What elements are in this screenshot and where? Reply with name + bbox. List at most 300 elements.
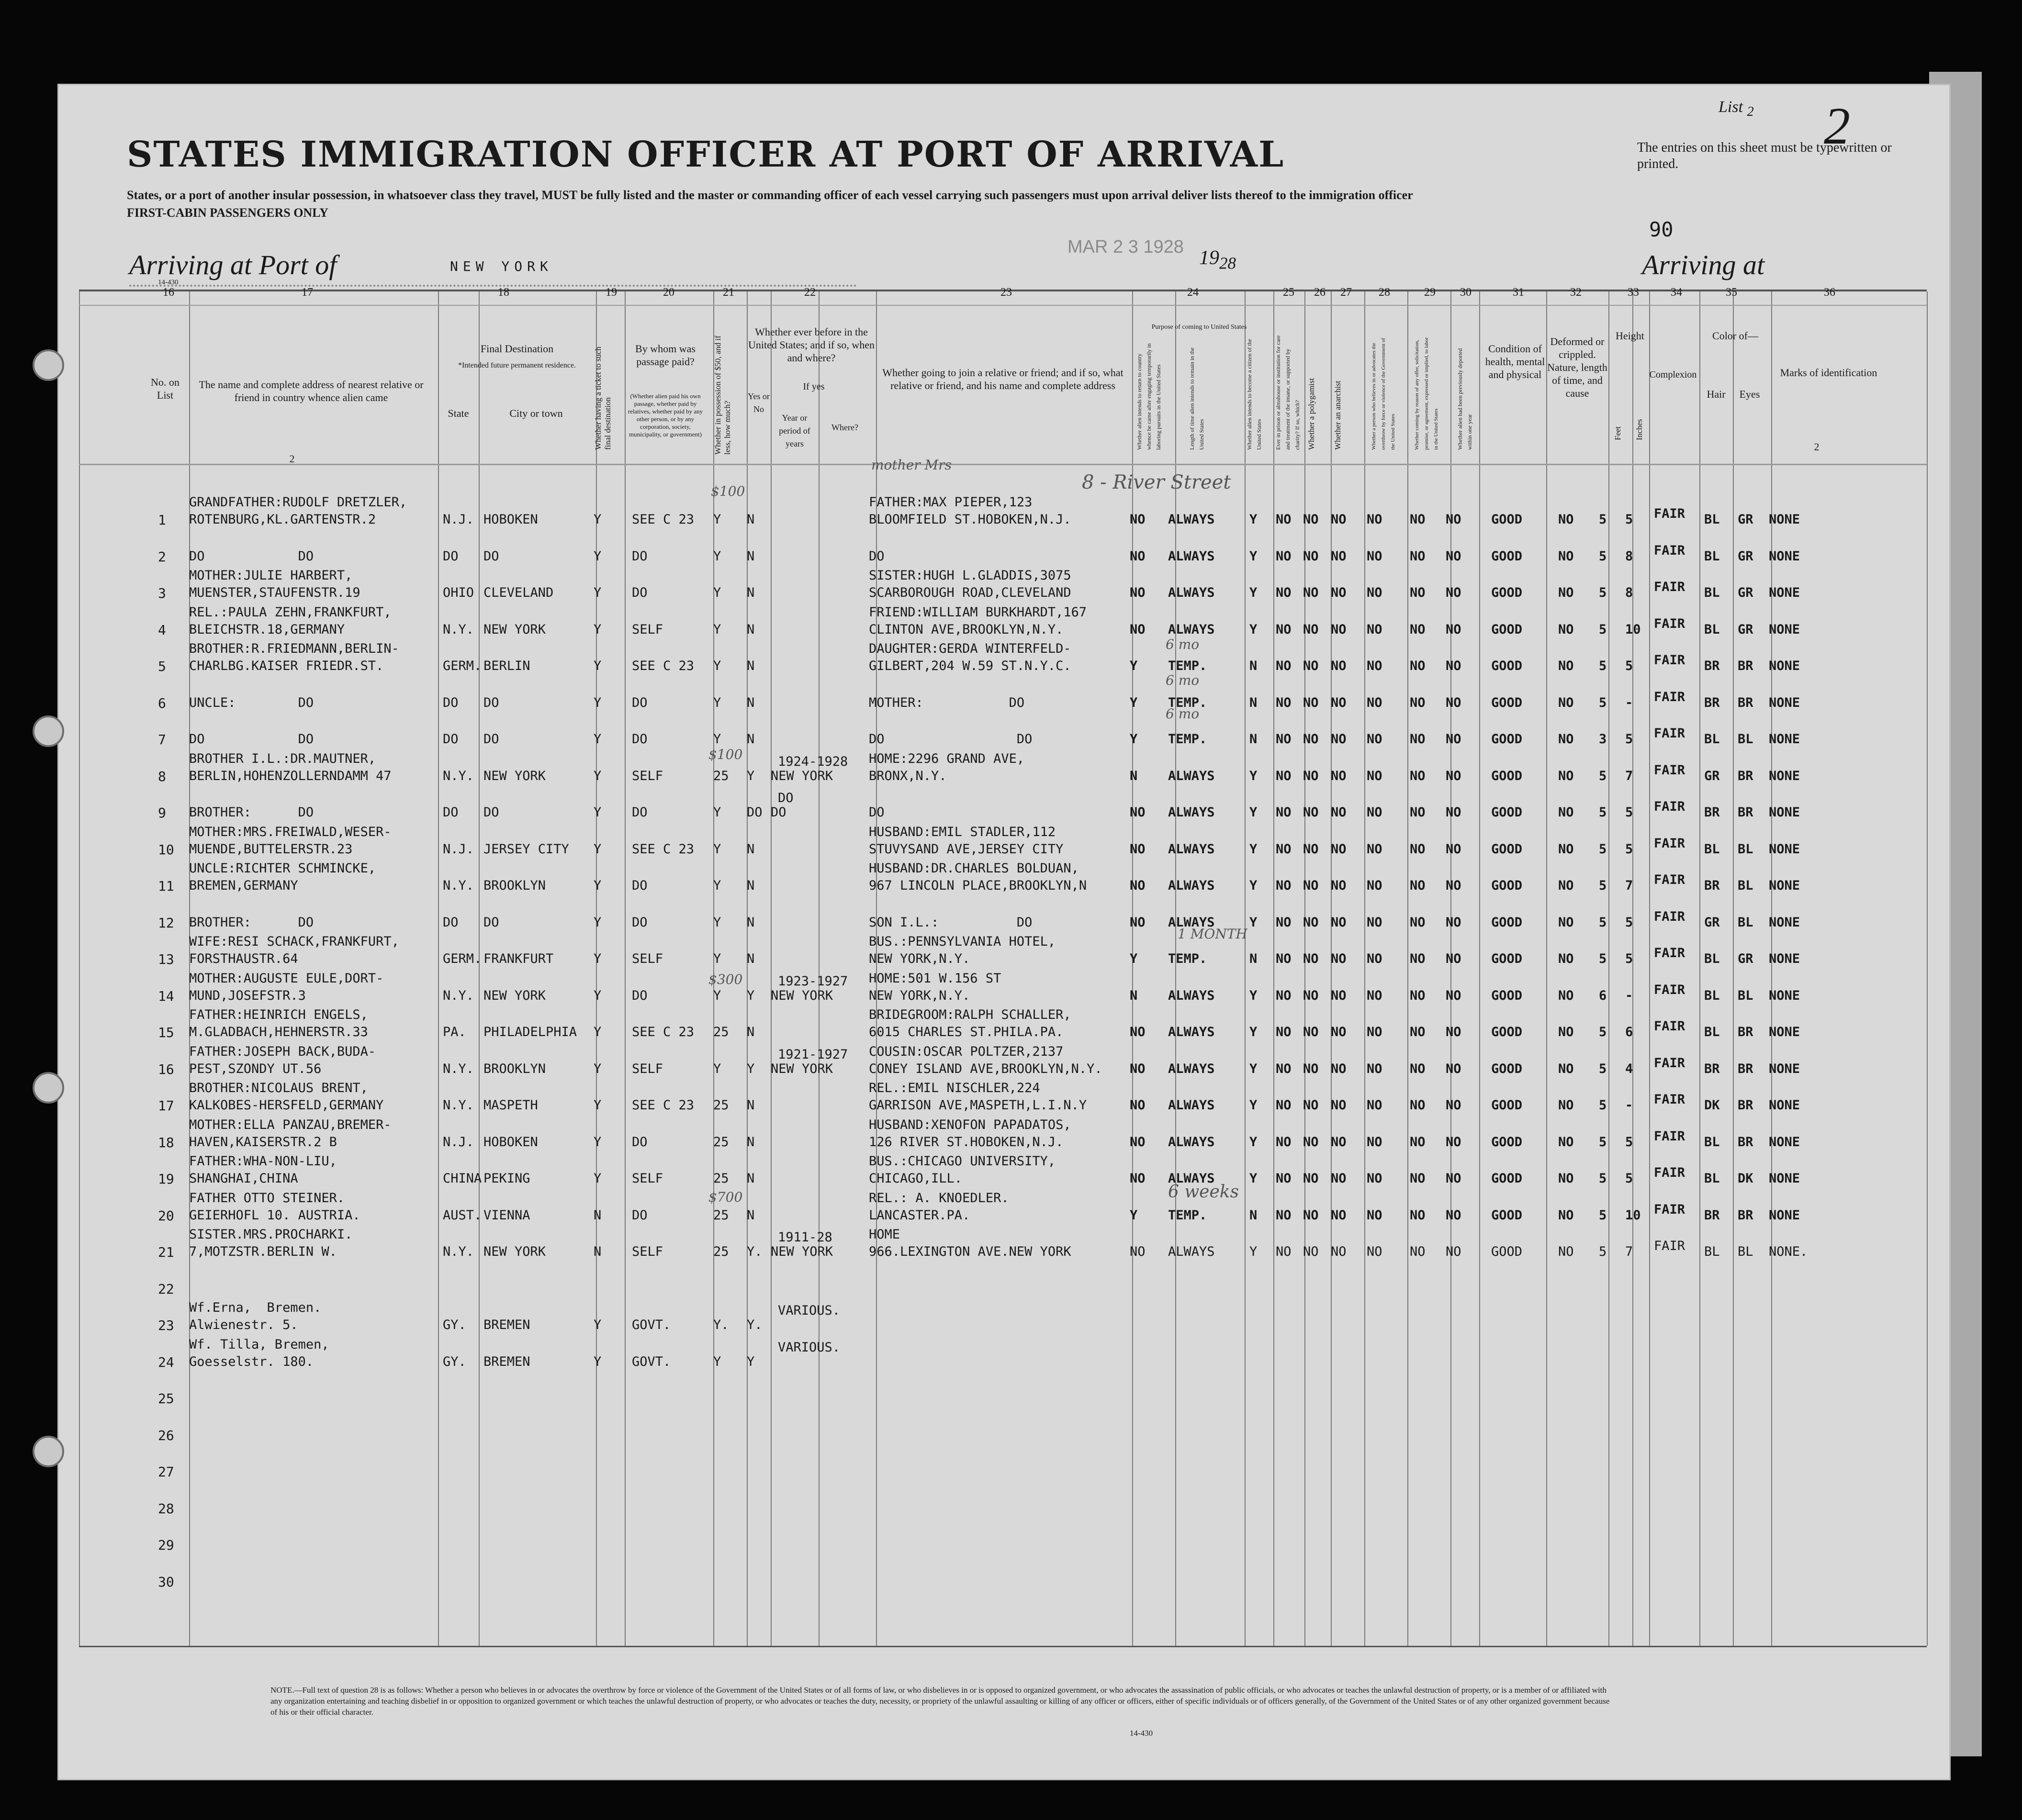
cell-c29: NO bbox=[1410, 805, 1426, 820]
cell-c25: NO bbox=[1276, 1134, 1292, 1150]
cell-join2: DO DO bbox=[869, 732, 1033, 747]
cell-c27: NO bbox=[1331, 768, 1347, 783]
cell-c26: NO bbox=[1303, 951, 1319, 966]
cell-ft: 5 bbox=[1599, 1098, 1607, 1113]
column-number: 16 bbox=[163, 286, 174, 299]
cell-join1: SISTER:HUGH L.GLADDIS,3075 bbox=[869, 568, 1071, 583]
cell-c30: NO bbox=[1446, 659, 1461, 673]
cell-c27: NO bbox=[1331, 622, 1347, 637]
cell-before: N bbox=[747, 732, 755, 747]
cell-ft: 5 bbox=[1599, 1061, 1607, 1076]
cell-marks: NONE bbox=[1769, 1061, 1800, 1076]
handwritten-money-14: $300 bbox=[708, 971, 743, 987]
cell-before: N bbox=[747, 915, 755, 930]
cell-cit: Y bbox=[1249, 878, 1258, 893]
cell-where: NEW YORK bbox=[771, 988, 833, 1003]
row-number: 7 bbox=[158, 732, 166, 748]
cell-join2: NEW YORK,N.Y. bbox=[869, 951, 970, 966]
cell-marks: NONE bbox=[1769, 1025, 1800, 1039]
cell-state: OHIO bbox=[443, 585, 474, 600]
col-year: Year or period of years bbox=[779, 413, 810, 448]
cell-deformed: NO bbox=[1558, 732, 1574, 747]
cell-c27: NO bbox=[1331, 1098, 1347, 1113]
cell-join2: CLINTON AVE,BROOKLYN,N.Y. bbox=[869, 622, 1064, 637]
cell-hair: BR bbox=[1704, 695, 1720, 710]
cell-rel1: FATHER:JOSEPH BACK,BUDA- bbox=[189, 1044, 376, 1059]
cell-join2: GARRISON AVE,MASPETH,L.I.N.Y bbox=[869, 1098, 1087, 1113]
cell-deformed: NO bbox=[1558, 988, 1574, 1003]
cell-rel1: FATHER OTTO STEINER. bbox=[189, 1190, 345, 1206]
cell-ticket: Y bbox=[594, 548, 602, 564]
cell-state: N.Y. bbox=[443, 1098, 474, 1113]
row-number: 1 bbox=[158, 512, 166, 528]
cell-city: DO bbox=[483, 805, 499, 820]
cell-compl: FAIR bbox=[1654, 580, 1685, 594]
cell-money: Y bbox=[713, 841, 721, 857]
cell-rel1: MOTHER:MRS.FREIWALD,WESER- bbox=[189, 824, 392, 839]
cell-marks: NONE bbox=[1769, 585, 1800, 600]
col-join-relative: Whether going to join a relative or friend; and if so, what relative or friend, and his name and complete address bbox=[882, 367, 1123, 391]
cell-health: GOOD bbox=[1491, 1025, 1523, 1039]
cell-ft: 6 bbox=[1599, 988, 1607, 1003]
date-stamp: MAR 2 3 1928 bbox=[1067, 237, 1184, 257]
cell-rel2: FORSTHAUSTR.64 bbox=[189, 951, 298, 966]
cell-money: Y bbox=[713, 659, 721, 673]
cell-marks: NONE bbox=[1769, 915, 1800, 930]
column-number: 27 bbox=[1340, 286, 1352, 299]
cell-marks: NONE bbox=[1769, 878, 1800, 893]
cell-cit: Y bbox=[1249, 768, 1258, 783]
cell-join2: CHICAGO,ILL. bbox=[869, 1171, 963, 1186]
row-number: 12 bbox=[158, 915, 174, 931]
cell-money: Y bbox=[713, 732, 721, 747]
cell-rel2: 7,MOTZSTR.BERLIN W. bbox=[189, 1244, 337, 1259]
cell-rel2: BLEICHSTR.18,GERMANY bbox=[189, 622, 345, 637]
column-number: 32 bbox=[1570, 286, 1582, 299]
cell-c30: NO bbox=[1446, 878, 1461, 893]
row-number: 11 bbox=[158, 878, 174, 894]
row-number: 21 bbox=[158, 1244, 174, 1260]
cell-where: NEW YORK bbox=[771, 1061, 833, 1076]
cell-c28: NO bbox=[1367, 1207, 1382, 1223]
cell-in: 5 bbox=[1625, 915, 1633, 930]
cell-c25: NO bbox=[1276, 915, 1292, 930]
cell-paid: DO bbox=[632, 1207, 648, 1223]
cell-deformed: NO bbox=[1558, 1244, 1574, 1259]
cell-money: Y bbox=[713, 585, 721, 600]
cell-eyes: BR bbox=[1738, 1098, 1753, 1113]
cell-money: Y bbox=[713, 512, 721, 527]
col-deformed: Deformed or crippled. Nature, length of time, and cause bbox=[1547, 335, 1607, 399]
cell-ft: 3 bbox=[1599, 732, 1607, 747]
cell-deformed: NO bbox=[1558, 841, 1574, 857]
cell-len: ALWAYS bbox=[1168, 1061, 1215, 1076]
cell-ticket: Y bbox=[594, 1134, 602, 1150]
col-marks: Marks of identification bbox=[1780, 367, 1877, 379]
col-no-on-list: No. on List bbox=[151, 376, 180, 401]
cell-in: 5 bbox=[1625, 1134, 1633, 1150]
cell-city: DO bbox=[483, 695, 499, 710]
cell-len: TEMP. bbox=[1168, 1207, 1207, 1223]
cell-health: GOOD bbox=[1491, 1171, 1523, 1186]
handwritten-time-7: 6 mo bbox=[1166, 706, 1200, 722]
arriving-label: Arriving at Port of bbox=[129, 249, 337, 280]
cell-ticket: Y bbox=[594, 915, 602, 930]
cell-health: GOOD bbox=[1491, 768, 1523, 783]
row-number: 26 bbox=[158, 1427, 174, 1443]
cell-city: BREMEN bbox=[483, 1318, 530, 1332]
cell-year: DO bbox=[778, 791, 794, 805]
row-number: 28 bbox=[158, 1500, 174, 1517]
cell-c26: NO bbox=[1303, 622, 1319, 637]
col-purpose-citizen: Whether alien intends to become a citizen of the United States bbox=[1246, 339, 1262, 450]
cell-join1: COUSIN:OSCAR POLTZER,2137 bbox=[869, 1044, 1064, 1059]
cell-c29: NO bbox=[1410, 841, 1426, 857]
cell-c30: NO bbox=[1446, 548, 1461, 564]
cell-compl: FAIR bbox=[1654, 909, 1685, 924]
cell-hair: BL bbox=[1704, 1134, 1720, 1150]
cell-join2: DO bbox=[869, 548, 885, 564]
cell-in: 7 bbox=[1625, 878, 1633, 893]
cell-ret: NO bbox=[1130, 1025, 1146, 1039]
cell-c25: NO bbox=[1276, 805, 1292, 820]
row-number: 2 bbox=[158, 548, 166, 565]
cell-len: ALWAYS bbox=[1168, 988, 1215, 1003]
cell-rel2: BROTHER: DO bbox=[189, 805, 314, 820]
cell-rel1: Wf.Erna, Bremen. bbox=[189, 1300, 322, 1315]
cell-state: N.Y. bbox=[443, 1244, 474, 1259]
cell-compl: FAIR bbox=[1654, 506, 1685, 521]
row-number: 8 bbox=[158, 768, 166, 784]
cell-health: GOOD bbox=[1491, 512, 1523, 527]
cell-deformed: NO bbox=[1558, 1207, 1574, 1223]
cell-ticket: Y bbox=[594, 659, 602, 673]
cell-c25: NO bbox=[1276, 1098, 1292, 1113]
cell-paid: SELF bbox=[632, 622, 663, 637]
column-number: 23 bbox=[1000, 286, 1012, 299]
cell-hair: BL bbox=[1704, 732, 1720, 747]
col-where: Where? bbox=[831, 423, 858, 432]
binder-hole bbox=[33, 1072, 64, 1104]
col-if-yes: If yes bbox=[803, 381, 825, 392]
cell-join1: BUS.:PENNSYLVANIA HOTEL, bbox=[869, 934, 1056, 949]
cell-join2: CONEY ISLAND AVE,BROOKLYN,N.Y. bbox=[869, 1061, 1102, 1076]
cell-in: 5 bbox=[1625, 805, 1633, 820]
cell-c26: NO bbox=[1303, 512, 1319, 527]
cell-money: 25 bbox=[713, 768, 729, 783]
cell-c28: NO bbox=[1367, 988, 1382, 1003]
cell-compl: FAIR bbox=[1654, 543, 1685, 558]
cell-len: ALWAYS bbox=[1168, 878, 1215, 893]
cell-join1: BUS.:CHICAGO UNIVERSITY, bbox=[869, 1154, 1056, 1169]
cell-paid: GOVT. bbox=[632, 1354, 671, 1369]
cell-ret: NO bbox=[1130, 1244, 1146, 1259]
cell-c30: NO bbox=[1446, 1061, 1461, 1076]
cell-health: GOOD bbox=[1491, 805, 1523, 820]
cell-cit: Y bbox=[1249, 805, 1258, 820]
cell-c26: NO bbox=[1303, 1207, 1319, 1223]
cell-money: Y bbox=[713, 805, 721, 820]
column-number: 21 bbox=[723, 286, 734, 299]
cell-before: N bbox=[747, 659, 755, 673]
cell-year: VARIOUS. bbox=[778, 1303, 841, 1318]
cell-c29: NO bbox=[1410, 622, 1426, 637]
cell-eyes: GR bbox=[1738, 585, 1753, 600]
cell-cit: Y bbox=[1249, 1134, 1258, 1150]
cell-cit: Y bbox=[1249, 1244, 1258, 1259]
cell-hair: BR bbox=[1704, 659, 1720, 673]
cell-before: Y. bbox=[747, 1244, 763, 1259]
cell-health: GOOD bbox=[1491, 1134, 1523, 1150]
cell-c28: NO bbox=[1367, 732, 1382, 747]
cell-marks: NONE bbox=[1769, 1207, 1800, 1223]
cell-paid: DO bbox=[632, 1134, 648, 1150]
row-number: 3 bbox=[158, 585, 166, 601]
cell-before: Y bbox=[747, 1354, 755, 1369]
binder-hole bbox=[33, 349, 64, 381]
cell-rel2: CHARLBG.KAISER FRIEDR.ST. bbox=[189, 659, 384, 673]
cell-join2: BRONX,N.Y. bbox=[869, 768, 947, 783]
cell-compl: FAIR bbox=[1654, 726, 1685, 741]
cell-ret: NO bbox=[1130, 1171, 1146, 1186]
cell-city: HOBOKEN bbox=[483, 1134, 538, 1150]
cell-before: Y bbox=[747, 768, 755, 783]
row-number: 24 bbox=[158, 1354, 174, 1370]
cell-marks: NONE bbox=[1769, 1098, 1800, 1113]
row-number: 27 bbox=[158, 1464, 174, 1480]
col-q28: Whether a person who believes in or advocates the overthrow by force or violence of the Government of the United States bbox=[1371, 338, 1396, 450]
cell-c30: NO bbox=[1446, 1025, 1461, 1039]
cell-paid: DO bbox=[632, 805, 648, 820]
cell-in: 5 bbox=[1625, 1171, 1633, 1186]
cell-state: CHINA bbox=[443, 1171, 482, 1186]
cell-eyes: BR bbox=[1738, 1025, 1753, 1039]
cell-ticket: Y bbox=[594, 1025, 602, 1039]
cell-money: Y. bbox=[713, 1318, 729, 1332]
cell-before: N bbox=[747, 1134, 755, 1150]
cell-rel2: MUENDE,BUTTELERSTR.23 bbox=[189, 841, 353, 857]
cell-c30: NO bbox=[1446, 951, 1461, 966]
cell-health: GOOD bbox=[1491, 1098, 1523, 1113]
col-relative-sub: 2 bbox=[289, 453, 295, 465]
cell-deformed: NO bbox=[1558, 915, 1574, 930]
column-number: 22 bbox=[804, 286, 816, 299]
cell-rel1: BROTHER:NICOLAUS BRENT, bbox=[189, 1081, 368, 1095]
cell-paid: DO bbox=[632, 548, 648, 564]
cell-city: FRANKFURT bbox=[483, 951, 554, 966]
cell-ret: N bbox=[1130, 768, 1138, 783]
cell-ticket: Y bbox=[594, 1098, 602, 1113]
row-number: 20 bbox=[158, 1207, 174, 1224]
cell-in: 4 bbox=[1625, 1061, 1633, 1076]
cell-cit: N bbox=[1249, 951, 1258, 966]
cell-eyes: GR bbox=[1738, 512, 1753, 527]
cell-rel1: SISTER.MRS.PROCHARKI. bbox=[189, 1227, 353, 1242]
cell-hair: BL bbox=[1704, 585, 1720, 600]
cell-ret: Y bbox=[1130, 1207, 1138, 1223]
cell-marks: NONE bbox=[1769, 951, 1800, 966]
row-number: 22 bbox=[158, 1281, 174, 1297]
cell-c30: NO bbox=[1446, 695, 1461, 710]
cell-health: GOOD bbox=[1491, 951, 1523, 966]
cell-city: BROOKLYN bbox=[483, 878, 546, 893]
cell-rel2: MUENSTER,STAUFENSTR.19 bbox=[189, 585, 360, 600]
column-number: 30 bbox=[1460, 286, 1472, 299]
cell-c25: NO bbox=[1276, 1171, 1292, 1186]
handwritten-money-20: $700 bbox=[708, 1189, 743, 1205]
cell-ft: 5 bbox=[1599, 585, 1607, 600]
list-number: 2 bbox=[1824, 97, 1850, 155]
cell-c26: NO bbox=[1303, 585, 1319, 600]
cell-c25: NO bbox=[1276, 585, 1292, 600]
cell-c27: NO bbox=[1331, 1025, 1347, 1039]
binder-hole bbox=[33, 1436, 64, 1467]
cell-paid: SELF bbox=[632, 951, 663, 966]
cell-ft: 5 bbox=[1599, 1207, 1607, 1223]
col-health: Condition of health, mental and physical bbox=[1485, 343, 1545, 380]
cell-rel1: FATHER:HEINRICH ENGELS, bbox=[189, 1007, 368, 1022]
column-number: 33 bbox=[1628, 286, 1639, 299]
cell-ret: Y bbox=[1130, 659, 1138, 673]
cell-ret: NO bbox=[1130, 805, 1146, 820]
cell-len: ALWAYS bbox=[1168, 841, 1215, 857]
cell-rel2: SHANGHAI,CHINA bbox=[189, 1171, 298, 1186]
cell-ticket: Y bbox=[594, 732, 602, 747]
cell-c30: NO bbox=[1446, 841, 1461, 857]
cell-in: 5 bbox=[1625, 951, 1633, 966]
cell-c28: NO bbox=[1367, 512, 1382, 527]
cell-eyes: BL bbox=[1738, 732, 1753, 747]
cell-compl: FAIR bbox=[1654, 799, 1685, 814]
cell-hair: BL bbox=[1704, 622, 1720, 637]
cell-ticket: Y bbox=[594, 1354, 602, 1369]
cell-rel2: KALKOBES-HERSFELD,GERMANY bbox=[189, 1098, 384, 1113]
cell-c30: NO bbox=[1446, 512, 1461, 527]
cell-len: ALWAYS bbox=[1168, 805, 1215, 820]
cell-before: N bbox=[747, 1207, 755, 1223]
cell-cit: N bbox=[1249, 695, 1258, 710]
cell-deformed: NO bbox=[1558, 1061, 1574, 1076]
cell-c30: NO bbox=[1446, 732, 1461, 747]
handwritten-money-8: $100 bbox=[708, 747, 743, 762]
cell-ticket: N bbox=[594, 1244, 602, 1259]
list-label: List $_2$ bbox=[1719, 98, 1754, 119]
cell-money: Y bbox=[713, 878, 721, 893]
cell-c29: NO bbox=[1410, 585, 1426, 600]
column-number: 28 bbox=[1379, 286, 1390, 299]
cell-eyes: BR bbox=[1738, 805, 1753, 820]
cell-deformed: NO bbox=[1558, 1025, 1574, 1039]
cell-before: N bbox=[747, 1098, 755, 1113]
cell-before: N bbox=[747, 1171, 755, 1186]
col-polygamist: Whether a polygamist bbox=[1307, 378, 1316, 450]
cell-hair: BL bbox=[1704, 988, 1720, 1003]
cell-city: CLEVELAND bbox=[483, 585, 554, 600]
cell-ret: NO bbox=[1130, 841, 1146, 857]
col-eyes: Eyes bbox=[1739, 388, 1760, 400]
cell-hair: BL bbox=[1704, 951, 1720, 966]
cell-len: ALWAYS bbox=[1168, 1134, 1215, 1150]
cell-ticket: N bbox=[594, 1207, 602, 1223]
handwritten-time-6: 6 mo bbox=[1166, 672, 1200, 688]
cell-eyes: BL bbox=[1738, 1244, 1753, 1259]
page-number-90: 90 bbox=[1649, 218, 1674, 241]
row-number: 15 bbox=[158, 1025, 174, 1040]
cell-city: BREMEN bbox=[483, 1354, 530, 1369]
cell-ret: NO bbox=[1130, 1098, 1146, 1113]
cell-c30: NO bbox=[1446, 1134, 1461, 1150]
cell-deformed: NO bbox=[1558, 695, 1574, 710]
cell-eyes: DK bbox=[1738, 1171, 1753, 1186]
cell-city: DO bbox=[483, 548, 499, 564]
cell-hair: BL bbox=[1704, 1025, 1720, 1039]
cell-ret: NO bbox=[1130, 512, 1146, 527]
cell-c28: NO bbox=[1367, 841, 1382, 857]
cell-deformed: NO bbox=[1558, 622, 1574, 637]
cell-cit: Y bbox=[1249, 622, 1258, 637]
cell-health: GOOD bbox=[1491, 1207, 1523, 1223]
cell-marks: NONE bbox=[1769, 1134, 1800, 1150]
cell-ticket: Y bbox=[594, 695, 602, 710]
cell-c25: NO bbox=[1276, 951, 1292, 966]
cell-eyes: BR bbox=[1738, 1207, 1753, 1223]
cell-cit: Y bbox=[1249, 585, 1258, 600]
cell-c26: NO bbox=[1303, 695, 1319, 710]
cell-join1: DAUGHTER:GERDA WINTERFELD- bbox=[869, 641, 1071, 656]
cell-len: ALWAYS bbox=[1168, 622, 1215, 637]
row-number: 25 bbox=[158, 1391, 174, 1407]
cell-city: NEW YORK bbox=[483, 622, 546, 637]
cell-c25: NO bbox=[1276, 695, 1292, 710]
cell-state: N.J. bbox=[443, 512, 474, 527]
cell-where: DO bbox=[771, 805, 786, 820]
column-number: 26 bbox=[1314, 286, 1326, 299]
cell-ret: NO bbox=[1130, 548, 1146, 564]
cell-c29: NO bbox=[1410, 1207, 1426, 1223]
cell-len: ALWAYS bbox=[1168, 1098, 1215, 1113]
cell-c26: NO bbox=[1303, 1061, 1319, 1076]
cell-join1: HUSBAND:DR.CHARLES BOLDUAN, bbox=[869, 861, 1079, 876]
cell-cit: N bbox=[1249, 659, 1258, 673]
cell-in: 7 bbox=[1625, 768, 1633, 783]
cell-compl: FAIR bbox=[1654, 872, 1685, 887]
cell-in: 5 bbox=[1625, 512, 1633, 527]
cell-state: DO bbox=[443, 548, 459, 564]
cell-money: Y bbox=[713, 622, 721, 637]
cell-compl: FAIR bbox=[1654, 1128, 1685, 1144]
cell-hair: BR bbox=[1704, 1207, 1720, 1223]
column-number: 35 bbox=[1726, 286, 1737, 299]
cell-ft: 5 bbox=[1599, 841, 1607, 857]
col-deported: Whether alien had been previously deported within one year bbox=[1457, 348, 1473, 450]
cell-ft: 5 bbox=[1599, 659, 1607, 673]
cell-deformed: NO bbox=[1558, 878, 1574, 893]
row-number: 16 bbox=[158, 1061, 174, 1077]
cell-c26: NO bbox=[1303, 1134, 1319, 1150]
cell-health: GOOD bbox=[1491, 622, 1523, 637]
cell-hair: GR bbox=[1704, 768, 1720, 783]
column-number: 18 bbox=[498, 286, 509, 299]
cell-len: ALWAYS bbox=[1168, 915, 1215, 930]
cell-c25: NO bbox=[1276, 988, 1292, 1003]
cell-eyes: BR bbox=[1738, 695, 1753, 710]
cell-rel1: GRANDFATHER:RUDOLF DRETZLER, bbox=[189, 495, 407, 510]
cell-eyes: BR bbox=[1738, 659, 1753, 673]
cell-cit: Y bbox=[1249, 1061, 1258, 1076]
col-anarchist: Whether an anarchist bbox=[1333, 380, 1342, 450]
cell-c29: NO bbox=[1410, 988, 1426, 1003]
cell-health: GOOD bbox=[1491, 548, 1523, 564]
